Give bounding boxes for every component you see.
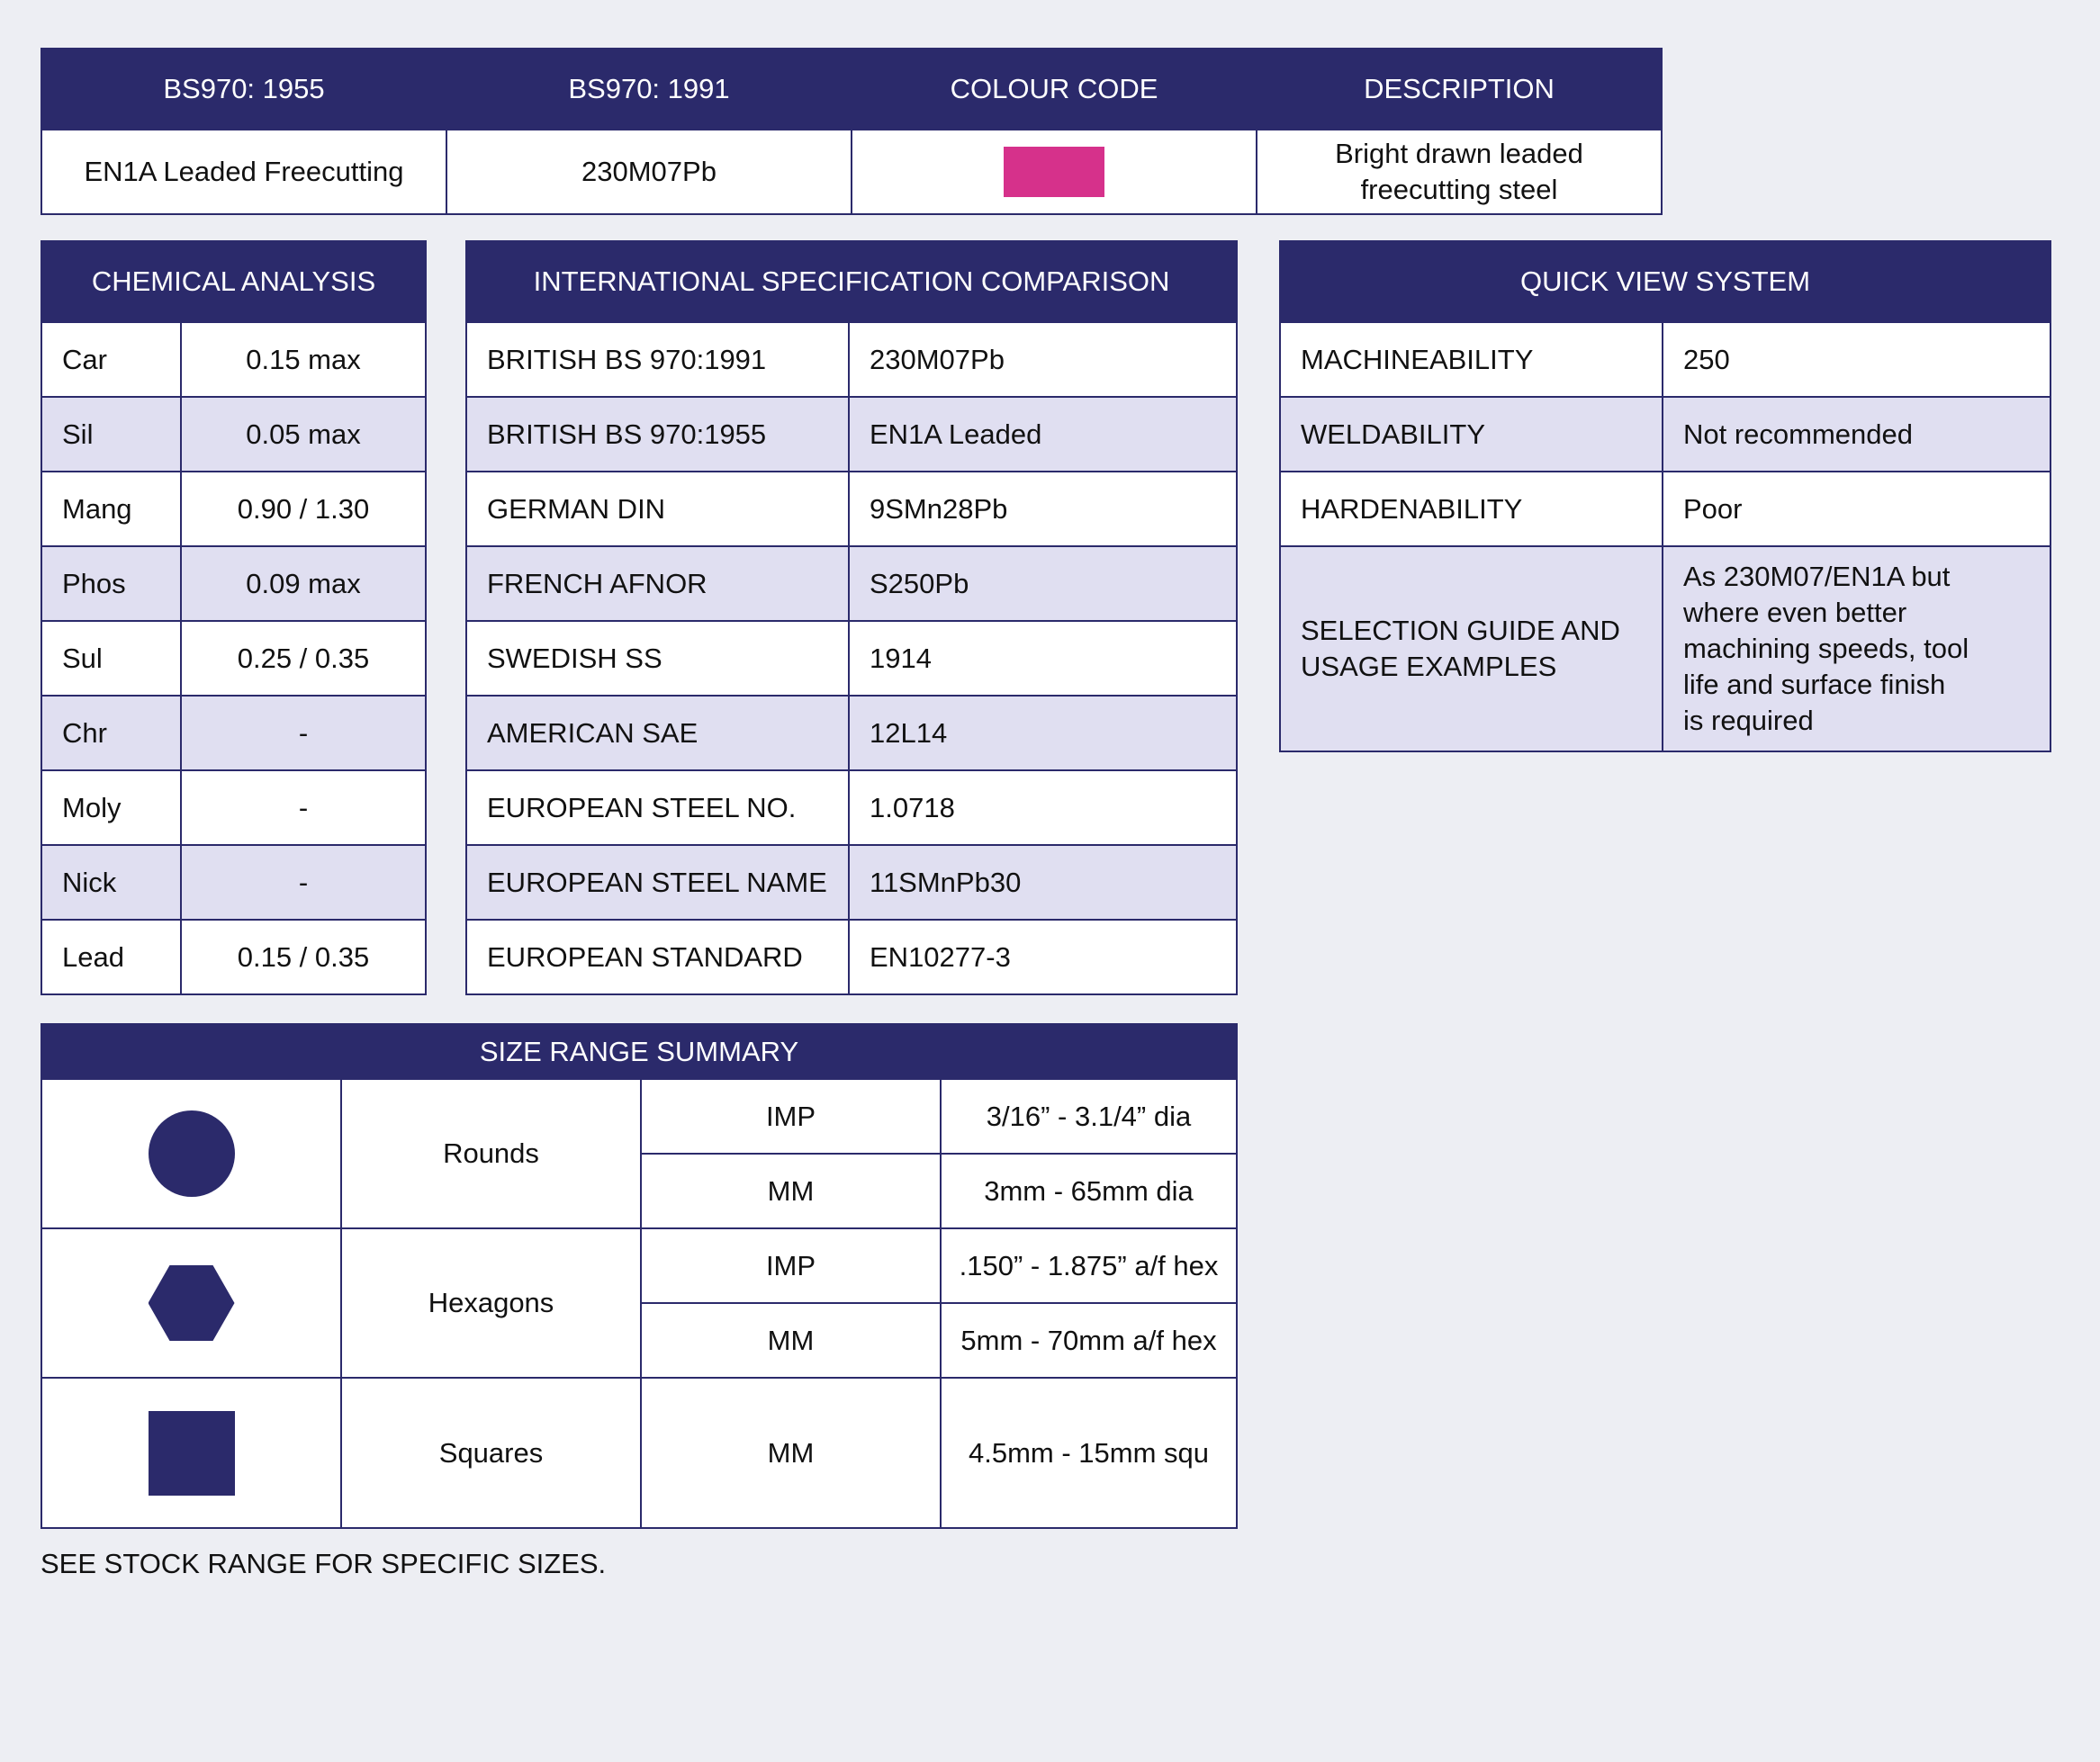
selection-guide-label xyxy=(1280,546,1663,751)
table-row xyxy=(41,472,426,546)
unit-label: MM xyxy=(641,1154,941,1228)
table-row xyxy=(466,546,1237,621)
selection-line: life and surface finish xyxy=(1683,669,1946,700)
standard-value: 1914 xyxy=(849,621,1237,696)
table-row xyxy=(466,845,1237,920)
standard-name: FRENCH AFNOR xyxy=(466,546,849,621)
standard-value: EN10277-3 xyxy=(849,920,1237,994)
element-name: Sil xyxy=(41,397,181,472)
table-row xyxy=(41,546,426,621)
table-row xyxy=(41,397,426,472)
unit-label: IMP xyxy=(641,1079,941,1154)
size-range-value: 5mm - 70mm a/f hex xyxy=(941,1303,1237,1378)
size-range-value: 3mm - 65mm dia xyxy=(941,1154,1237,1228)
standard-name: EUROPEAN STANDARD xyxy=(466,920,849,994)
element-value: 0.15 / 0.35 xyxy=(181,920,426,994)
international-specification-title: INTERNATIONAL SPECIFICATION COMPARISON xyxy=(466,241,1237,322)
standard-value: 11SMnPb30 xyxy=(849,845,1237,920)
colour-swatch xyxy=(1004,147,1104,197)
quick-view-table xyxy=(1279,240,2051,752)
element-name: Moly xyxy=(41,770,181,845)
element-value: - xyxy=(181,845,426,920)
element-name: Lead xyxy=(41,920,181,994)
bs1991-value: 230M07Pb xyxy=(446,130,852,214)
hexagon-shape-cell xyxy=(41,1228,341,1378)
hexagon-bar-icon xyxy=(149,1265,235,1341)
element-value: 0.25 / 0.35 xyxy=(181,621,426,696)
standard-name: AMERICAN SAE xyxy=(466,696,849,770)
unit-label: MM xyxy=(641,1378,941,1528)
element-name: Phos xyxy=(41,546,181,621)
table-row xyxy=(41,920,426,994)
table-row xyxy=(1280,472,2050,546)
table-row xyxy=(41,770,426,845)
standard-value: 9SMn28Pb xyxy=(849,472,1237,546)
element-value: 0.05 max xyxy=(181,397,426,472)
stock-range-footnote: SEE STOCK RANGE FOR SPECIFIC SIZES. xyxy=(41,1548,607,1579)
element-value: 0.15 max xyxy=(181,322,426,397)
header-bs1991: BS970: 1991 xyxy=(446,49,852,130)
element-name: Mang xyxy=(41,472,181,546)
table-row xyxy=(466,322,1237,397)
shape-label: Squares xyxy=(341,1378,641,1528)
property-name: WELDABILITY xyxy=(1280,397,1663,472)
selection-guide-value xyxy=(1663,546,2050,751)
element-value: - xyxy=(181,770,426,845)
table-row xyxy=(41,1228,1237,1303)
header-colour-code: COLOUR CODE xyxy=(852,49,1257,130)
standard-name: EUROPEAN STEEL NAME xyxy=(466,845,849,920)
element-value: 0.09 max xyxy=(181,546,426,621)
description-value xyxy=(1257,130,1662,214)
selection-line: is required xyxy=(1683,705,1814,736)
table-row xyxy=(41,845,426,920)
size-range-value: 4.5mm - 15mm squ xyxy=(941,1378,1237,1528)
description-line: freecutting steel xyxy=(1360,174,1558,205)
selection-line: As 230M07/EN1A but xyxy=(1683,561,1951,592)
description-line: Bright drawn leaded xyxy=(1335,138,1583,169)
table-row xyxy=(466,621,1237,696)
shape-label: Rounds xyxy=(341,1079,641,1228)
table-row xyxy=(466,696,1237,770)
standard-value: 12L14 xyxy=(849,696,1237,770)
table-row xyxy=(466,770,1237,845)
property-name: HARDENABILITY xyxy=(1280,472,1663,546)
element-name: Sul xyxy=(41,621,181,696)
standard-name: BRITISH BS 970:1955 xyxy=(466,397,849,472)
element-name: Nick xyxy=(41,845,181,920)
selection-line: machining speeds, tool xyxy=(1683,633,1969,664)
standard-value: 230M07Pb xyxy=(849,322,1237,397)
chemical-analysis-table xyxy=(41,240,427,995)
header-description: DESCRIPTION xyxy=(1257,49,1662,130)
standard-name: GERMAN DIN xyxy=(466,472,849,546)
size-range-title: SIZE RANGE SUMMARY xyxy=(41,1024,1237,1079)
round-shape-cell xyxy=(41,1079,341,1228)
chemical-analysis-title: CHEMICAL ANALYSIS xyxy=(41,241,426,322)
international-specification-table xyxy=(465,240,1238,995)
bs1955-value: EN1A Leaded Freecutting xyxy=(41,130,446,214)
size-range-table xyxy=(41,1023,1238,1529)
table-row xyxy=(1280,397,2050,472)
unit-label: MM xyxy=(641,1303,941,1378)
property-value: Poor xyxy=(1663,472,2050,546)
unit-label: IMP xyxy=(641,1228,941,1303)
standard-value: EN1A Leaded xyxy=(849,397,1237,472)
element-value: 0.90 / 1.30 xyxy=(181,472,426,546)
element-name: Chr xyxy=(41,696,181,770)
standard-value: 1.0718 xyxy=(849,770,1237,845)
selection-label-line: SELECTION GUIDE AND xyxy=(1301,615,1620,646)
size-range-value: 3/16” - 3.1/4” dia xyxy=(941,1079,1237,1154)
standard-name: BRITISH BS 970:1991 xyxy=(466,322,849,397)
colour-code-cell xyxy=(852,130,1257,214)
table-row xyxy=(41,696,426,770)
table-row xyxy=(41,1378,1237,1528)
table-row xyxy=(466,472,1237,546)
square-shape-cell xyxy=(41,1378,341,1528)
shape-label: Hexagons xyxy=(341,1228,641,1378)
property-value: Not recommended xyxy=(1663,397,2050,472)
property-value: 250 xyxy=(1663,322,2050,397)
table-row xyxy=(1280,546,2050,751)
header-bs1955: BS970: 1955 xyxy=(41,49,446,130)
square-bar-icon xyxy=(149,1411,235,1496)
grade-header-table xyxy=(41,48,1663,215)
table-row xyxy=(41,322,426,397)
table-row xyxy=(1280,322,2050,397)
table-row xyxy=(41,1079,1237,1154)
table-row xyxy=(466,920,1237,994)
property-name: MACHINEABILITY xyxy=(1280,322,1663,397)
quick-view-title: QUICK VIEW SYSTEM xyxy=(1280,241,2050,322)
element-value: - xyxy=(181,696,426,770)
standard-name: SWEDISH SS xyxy=(466,621,849,696)
table-row xyxy=(41,621,426,696)
round-bar-icon xyxy=(149,1110,235,1197)
standard-value: S250Pb xyxy=(849,546,1237,621)
element-name: Car xyxy=(41,322,181,397)
selection-line: where even better xyxy=(1683,597,1907,628)
selection-label-line: USAGE EXAMPLES xyxy=(1301,651,1557,682)
size-range-value: .150” - 1.875” a/f hex xyxy=(941,1228,1237,1303)
table-row xyxy=(466,397,1237,472)
standard-name: EUROPEAN STEEL NO. xyxy=(466,770,849,845)
